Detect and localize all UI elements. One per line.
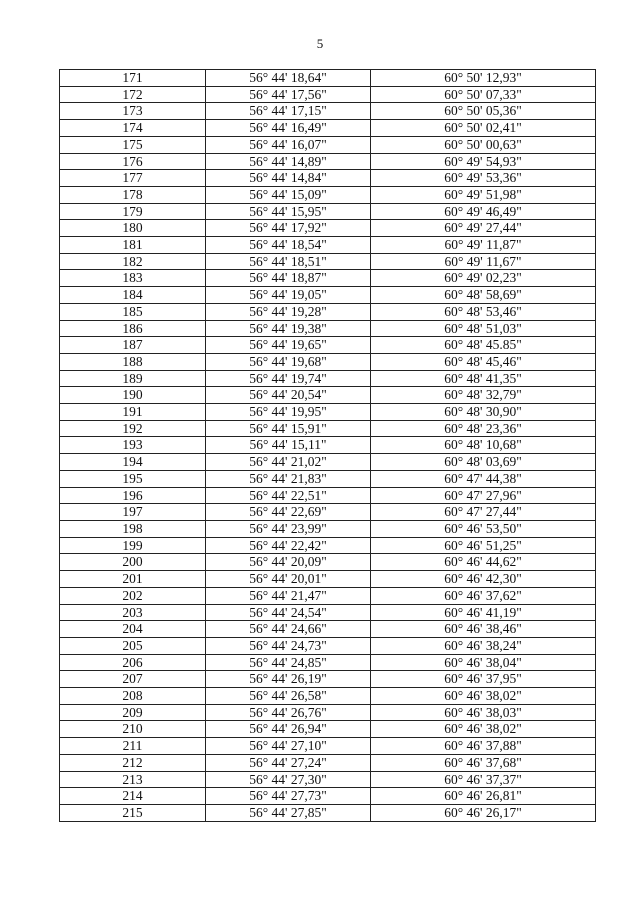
latitude-cell: 56° 44' 16,07" <box>206 136 371 153</box>
table-row <box>60 487 596 504</box>
longitude-cell: 60° 48' 30,90" <box>371 404 596 421</box>
latitude-cell: 56° 44' 14,84" <box>206 170 371 187</box>
point-number-cell: 192 <box>60 420 206 437</box>
latitude-cell: 56° 44' 19,05" <box>206 287 371 304</box>
longitude-cell: 60° 46' 38,03" <box>371 704 596 721</box>
latitude-cell: 56° 44' 15,11" <box>206 437 371 454</box>
latitude-cell: 56° 44' 15,91" <box>206 420 371 437</box>
longitude-cell: 60° 47' 44,38" <box>371 470 596 487</box>
table-row <box>60 220 596 237</box>
longitude-cell: 60° 46' 38,02" <box>371 688 596 705</box>
point-number-cell: 185 <box>60 303 206 320</box>
longitude-cell: 60° 49' 54,93" <box>371 153 596 170</box>
longitude-cell: 60° 48' 51,03" <box>371 320 596 337</box>
longitude-cell: 60° 48' 45,46" <box>371 353 596 370</box>
point-number-cell: 195 <box>60 470 206 487</box>
longitude-cell: 60° 49' 46,49" <box>371 203 596 220</box>
longitude-cell: 60° 49' 11,67" <box>371 253 596 270</box>
latitude-cell: 56° 44' 27,73" <box>206 788 371 805</box>
latitude-cell: 56° 44' 22,42" <box>206 537 371 554</box>
longitude-cell: 60° 46' 41,19" <box>371 604 596 621</box>
table-row <box>60 621 596 638</box>
latitude-cell: 56° 44' 17,15" <box>206 103 371 120</box>
table-row <box>60 520 596 537</box>
table-row <box>60 754 596 771</box>
latitude-cell: 56° 44' 24,73" <box>206 637 371 654</box>
latitude-cell: 56° 44' 26,76" <box>206 704 371 721</box>
longitude-cell: 60° 49' 51,98" <box>371 186 596 203</box>
longitude-cell: 60° 48' 03,69" <box>371 454 596 471</box>
longitude-cell: 60° 46' 51,25" <box>371 537 596 554</box>
latitude-cell: 56° 44' 19,74" <box>206 370 371 387</box>
latitude-cell: 56° 44' 27,24" <box>206 754 371 771</box>
point-number-cell: 204 <box>60 621 206 638</box>
longitude-cell: 60° 47' 27,44" <box>371 504 596 521</box>
table-row <box>60 671 596 688</box>
latitude-cell: 56° 44' 24,54" <box>206 604 371 621</box>
point-number-cell: 207 <box>60 671 206 688</box>
table-row <box>60 437 596 454</box>
latitude-cell: 56° 44' 17,92" <box>206 220 371 237</box>
table-row <box>60 537 596 554</box>
table-row <box>60 170 596 187</box>
table-row <box>60 370 596 387</box>
latitude-cell: 56° 44' 26,19" <box>206 671 371 688</box>
point-number-cell: 173 <box>60 103 206 120</box>
longitude-cell: 60° 46' 37,68" <box>371 754 596 771</box>
table-row <box>60 587 596 604</box>
latitude-cell: 56° 44' 15,09" <box>206 186 371 203</box>
point-number-cell: 188 <box>60 353 206 370</box>
longitude-cell: 60° 49' 27,44" <box>371 220 596 237</box>
point-number-cell: 198 <box>60 520 206 537</box>
table-row <box>60 637 596 654</box>
longitude-cell: 60° 48' 41,35" <box>371 370 596 387</box>
table-row <box>60 788 596 805</box>
latitude-cell: 56° 44' 17,56" <box>206 86 371 103</box>
point-number-cell: 190 <box>60 387 206 404</box>
point-number-cell: 177 <box>60 170 206 187</box>
point-number-cell: 174 <box>60 120 206 137</box>
point-number-cell: 209 <box>60 704 206 721</box>
longitude-cell: 60° 48' 32,79" <box>371 387 596 404</box>
table-row <box>60 237 596 254</box>
point-number-cell: 193 <box>60 437 206 454</box>
longitude-cell: 60° 46' 42,30" <box>371 571 596 588</box>
table-row <box>60 470 596 487</box>
table-row <box>60 253 596 270</box>
latitude-cell: 56° 44' 18,87" <box>206 270 371 287</box>
longitude-cell: 60° 46' 37,95" <box>371 671 596 688</box>
longitude-cell: 60° 47' 27,96" <box>371 487 596 504</box>
table-row <box>60 337 596 354</box>
latitude-cell: 56° 44' 26,58" <box>206 688 371 705</box>
table-row <box>60 504 596 521</box>
longitude-cell: 60° 46' 53,50" <box>371 520 596 537</box>
latitude-cell: 56° 44' 18,54" <box>206 237 371 254</box>
table-row <box>60 136 596 153</box>
longitude-cell: 60° 50' 07,33" <box>371 86 596 103</box>
point-number-cell: 184 <box>60 287 206 304</box>
point-number-cell: 201 <box>60 571 206 588</box>
point-number-cell: 202 <box>60 587 206 604</box>
table-row <box>60 86 596 103</box>
point-number-cell: 211 <box>60 738 206 755</box>
latitude-cell: 56° 44' 23,99" <box>206 520 371 537</box>
table-row <box>60 704 596 721</box>
latitude-cell: 56° 44' 16,49" <box>206 120 371 137</box>
latitude-cell: 56° 44' 22,69" <box>206 504 371 521</box>
point-number-cell: 210 <box>60 721 206 738</box>
point-number-cell: 183 <box>60 270 206 287</box>
table-row <box>60 771 596 788</box>
table-row <box>60 303 596 320</box>
longitude-cell: 60° 49' 11,87" <box>371 237 596 254</box>
point-number-cell: 214 <box>60 788 206 805</box>
table-row <box>60 353 596 370</box>
point-number-cell: 196 <box>60 487 206 504</box>
longitude-cell: 60° 46' 37,88" <box>371 738 596 755</box>
latitude-cell: 56° 44' 19,38" <box>206 320 371 337</box>
latitude-cell: 56° 44' 19,65" <box>206 337 371 354</box>
point-number-cell: 208 <box>60 688 206 705</box>
point-number-cell: 189 <box>60 370 206 387</box>
longitude-cell: 60° 46' 44,62" <box>371 554 596 571</box>
point-number-cell: 197 <box>60 504 206 521</box>
table-row <box>60 654 596 671</box>
table-row <box>60 153 596 170</box>
longitude-cell: 60° 46' 38,46" <box>371 621 596 638</box>
latitude-cell: 56° 44' 24,85" <box>206 654 371 671</box>
point-number-cell: 178 <box>60 186 206 203</box>
latitude-cell: 56° 44' 19,28" <box>206 303 371 320</box>
latitude-cell: 56° 44' 21,83" <box>206 470 371 487</box>
table-row <box>60 186 596 203</box>
table-row <box>60 454 596 471</box>
longitude-cell: 60° 48' 45.85" <box>371 337 596 354</box>
point-number-cell: 181 <box>60 237 206 254</box>
table-row <box>60 688 596 705</box>
table-row <box>60 270 596 287</box>
point-number-cell: 206 <box>60 654 206 671</box>
latitude-cell: 56° 44' 27,10" <box>206 738 371 755</box>
longitude-cell: 60° 50' 02,41" <box>371 120 596 137</box>
table-row <box>60 604 596 621</box>
latitude-cell: 56° 44' 20,01" <box>206 571 371 588</box>
table-row <box>60 420 596 437</box>
table-row <box>60 721 596 738</box>
longitude-cell: 60° 46' 38,24" <box>371 637 596 654</box>
longitude-cell: 60° 46' 37,62" <box>371 587 596 604</box>
latitude-cell: 56° 44' 18,64" <box>206 70 371 87</box>
point-number-cell: 176 <box>60 153 206 170</box>
longitude-cell: 60° 46' 26,17" <box>371 804 596 821</box>
latitude-cell: 56° 44' 20,54" <box>206 387 371 404</box>
point-number-cell: 194 <box>60 454 206 471</box>
longitude-cell: 60° 50' 00,63" <box>371 136 596 153</box>
longitude-cell: 60° 48' 58,69" <box>371 287 596 304</box>
latitude-cell: 56° 44' 18,51" <box>206 253 371 270</box>
table-row <box>60 320 596 337</box>
point-number-cell: 205 <box>60 637 206 654</box>
point-number-cell: 199 <box>60 537 206 554</box>
table-row <box>60 70 596 87</box>
table-row <box>60 804 596 821</box>
table-row <box>60 738 596 755</box>
longitude-cell: 60° 49' 53,36" <box>371 170 596 187</box>
point-number-cell: 212 <box>60 754 206 771</box>
latitude-cell: 56° 44' 21,47" <box>206 587 371 604</box>
coordinates-table-body <box>60 70 596 822</box>
table-row <box>60 554 596 571</box>
point-number-cell: 182 <box>60 253 206 270</box>
latitude-cell: 56° 44' 24,66" <box>206 621 371 638</box>
table-row <box>60 387 596 404</box>
point-number-cell: 191 <box>60 404 206 421</box>
point-number-cell: 186 <box>60 320 206 337</box>
longitude-cell: 60° 48' 53,46" <box>371 303 596 320</box>
longitude-cell: 60° 46' 37,37" <box>371 771 596 788</box>
table-row <box>60 571 596 588</box>
point-number-cell: 180 <box>60 220 206 237</box>
point-number-cell: 215 <box>60 804 206 821</box>
longitude-cell: 60° 50' 12,93" <box>371 70 596 87</box>
point-number-cell: 172 <box>60 86 206 103</box>
longitude-cell: 60° 49' 02,23" <box>371 270 596 287</box>
point-number-cell: 203 <box>60 604 206 621</box>
longitude-cell: 60° 46' 26,81" <box>371 788 596 805</box>
point-number-cell: 187 <box>60 337 206 354</box>
table-row <box>60 103 596 120</box>
longitude-cell: 60° 46' 38,04" <box>371 654 596 671</box>
longitude-cell: 60° 50' 05,36" <box>371 103 596 120</box>
latitude-cell: 56° 44' 19,68" <box>206 353 371 370</box>
longitude-cell: 60° 48' 23,36" <box>371 420 596 437</box>
page-number: 5 <box>316 36 324 51</box>
point-number-cell: 175 <box>60 136 206 153</box>
point-number-cell: 179 <box>60 203 206 220</box>
latitude-cell: 56° 44' 22,51" <box>206 487 371 504</box>
latitude-cell: 56° 44' 27,30" <box>206 771 371 788</box>
table-row <box>60 287 596 304</box>
point-number-cell: 171 <box>60 70 206 87</box>
point-number-cell: 213 <box>60 771 206 788</box>
latitude-cell: 56° 44' 27,85" <box>206 804 371 821</box>
latitude-cell: 56° 44' 15,95" <box>206 203 371 220</box>
table-row <box>60 120 596 137</box>
latitude-cell: 56° 44' 20,09" <box>206 554 371 571</box>
coordinates-table <box>59 69 596 822</box>
latitude-cell: 56° 44' 14,89" <box>206 153 371 170</box>
longitude-cell: 60° 48' 10,68" <box>371 437 596 454</box>
latitude-cell: 56° 44' 21,02" <box>206 454 371 471</box>
table-row <box>60 203 596 220</box>
latitude-cell: 56° 44' 26,94" <box>206 721 371 738</box>
latitude-cell: 56° 44' 19,95" <box>206 404 371 421</box>
longitude-cell: 60° 46' 38,02" <box>371 721 596 738</box>
table-row <box>60 404 596 421</box>
point-number-cell: 200 <box>60 554 206 571</box>
